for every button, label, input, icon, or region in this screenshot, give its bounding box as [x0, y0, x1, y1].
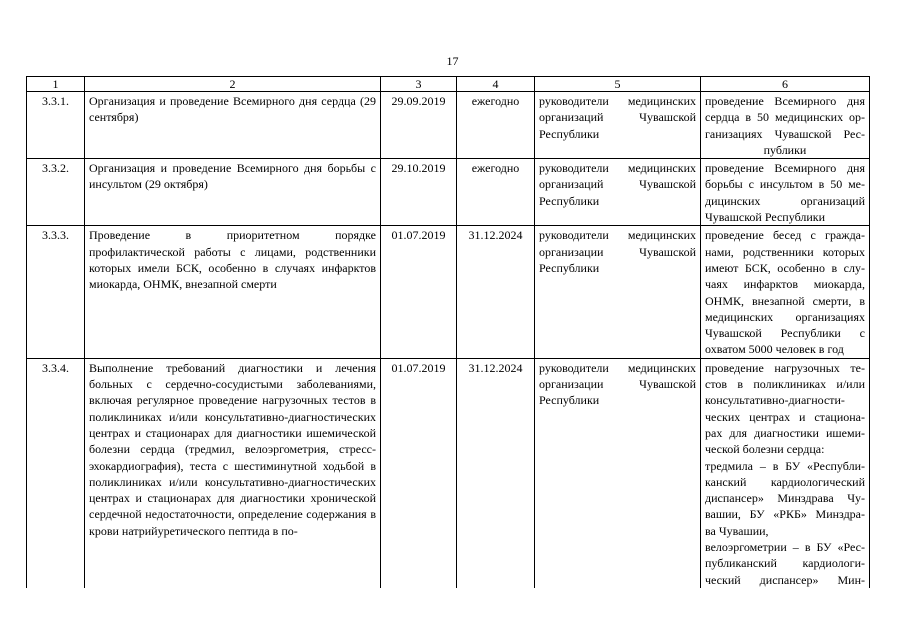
- column-header-4: 4: [457, 77, 535, 92]
- result-line: чаях инфарктов миокарда,: [705, 277, 865, 292]
- activities-table: [26, 76, 870, 588]
- responsible: руководители медицинских организации Чувашской Республики: [535, 358, 701, 588]
- row-number: 3.3.3.: [27, 226, 85, 358]
- result-line: консультативно-диагности-: [705, 393, 845, 408]
- table-row: [27, 159, 870, 226]
- result-line: проведение Всемирного дня: [705, 94, 865, 108]
- result-line: проведение Всемирного дня: [705, 161, 865, 176]
- result-line: ОНМК, внезапной смерти, в: [705, 293, 865, 308]
- result-line: проведение бесед с гражда-: [705, 228, 865, 243]
- end-date: 31.12.2024: [457, 226, 535, 358]
- table-row: [27, 358, 870, 588]
- result-line: ганизациях Чувашской Рес-: [705, 126, 865, 141]
- start-date: 29.09.2019: [381, 92, 457, 159]
- result-line: дицинских организаций: [705, 193, 865, 208]
- result-line: борьбы с инсультом в 50 ме-: [705, 177, 865, 192]
- result-line: проведение нагрузочных те-: [705, 360, 865, 375]
- column-header-6: 6: [701, 77, 870, 92]
- row-number: 3.3.1.: [27, 92, 85, 159]
- result-line: канский кардиологический: [705, 474, 865, 489]
- result-line: велоэргометрии – в БУ «Рес-: [705, 540, 865, 555]
- end-date: ежегодно: [457, 159, 535, 226]
- result-line: диспансер» Минздрава Чу-: [705, 491, 865, 506]
- result-line: ческой болезни сердца:: [705, 442, 825, 457]
- page-number: 17: [446, 54, 459, 68]
- result-line: нами, родственники которых: [705, 244, 865, 259]
- end-date: 31.12.2024: [457, 358, 535, 588]
- result-line: медицинских организациях: [705, 309, 865, 324]
- table-row: [27, 226, 870, 358]
- responsible: руководители медицинских организации Чувашской Республики: [535, 226, 701, 358]
- event-description: Выполнение требований диагностики и лечения больных с сердечно-сосудистыми заболеваниями, включая регулярное проведение нагрузочных тестов в поликлиниках и/или консультативно-диагностических центрах и стационарах для диагностики ишемической болезни сердца (тредмил, велоэргометрия, стресс-эхокардиография), теста с шестиминутной ходьбой в поликлиниках и/или консультативно-диагностических центрах и стационарах для диагностики хронической сердечной недостаточности, определение содержания в крови натрийуретического пептида в по-: [85, 358, 381, 588]
- result-line: тредмила – в БУ «Республи-: [705, 458, 865, 473]
- result-line: ва Чувашии,: [705, 523, 769, 538]
- result-line: Чувашской Республики с: [705, 326, 865, 341]
- event-description: Проведение в приоритетном порядке профилактической работы с лицами, родственники которых имели БСК, особенно в случаях инфарктов миокарда, ОНМК, внезапной смерти: [85, 226, 381, 358]
- row-number: 3.3.2.: [27, 159, 85, 226]
- result-line: ческих центрах и стациона-: [705, 409, 865, 424]
- end-date: ежегодно: [457, 92, 535, 159]
- table-row: [27, 92, 870, 159]
- start-date: 01.07.2019: [381, 226, 457, 358]
- expected-result: [701, 358, 870, 588]
- column-header-2: 2: [85, 77, 381, 92]
- result-line: вашии, БУ «РКБ» Минздра-: [705, 507, 865, 522]
- row-number: 3.3.4.: [27, 358, 85, 588]
- result-line: Чувашской Республики: [705, 210, 826, 225]
- result-line: сердца в 50 медицинских ор-: [705, 110, 865, 125]
- event-description: Организация и проведение Всемирного дня сердца (29 сентября): [85, 92, 381, 159]
- start-date: 29.10.2019: [381, 159, 457, 226]
- result-line: имеют БСК, особенно в слу-: [705, 260, 865, 275]
- column-header-1: 1: [27, 77, 85, 92]
- expected-result: [701, 92, 870, 159]
- result-line: ческий диспансер» Мин-: [705, 572, 865, 587]
- column-header-3: 3: [381, 77, 457, 92]
- responsible: руководители медицинских организаций Чувашской Республики: [535, 159, 701, 226]
- column-header-5: 5: [535, 77, 701, 92]
- start-date: 01.07.2019: [381, 358, 457, 588]
- result-line: стов в поликлиниках и/или: [705, 377, 865, 392]
- responsible: руководители медицинских организаций Чувашской Республики: [535, 92, 701, 159]
- expected-result: [701, 159, 870, 226]
- result-line: рах для диагностики ишеми-: [705, 425, 865, 440]
- event-description: Организация и проведение Всемирного дня борьбы с инсультом (29 октября): [85, 159, 381, 226]
- result-line: охватом 5000 человек в год: [705, 342, 844, 357]
- result-line: публиканский кардиологи-: [705, 556, 865, 571]
- table-header-row: [27, 77, 870, 92]
- expected-result: [701, 226, 870, 358]
- result-line: публики: [763, 142, 807, 157]
